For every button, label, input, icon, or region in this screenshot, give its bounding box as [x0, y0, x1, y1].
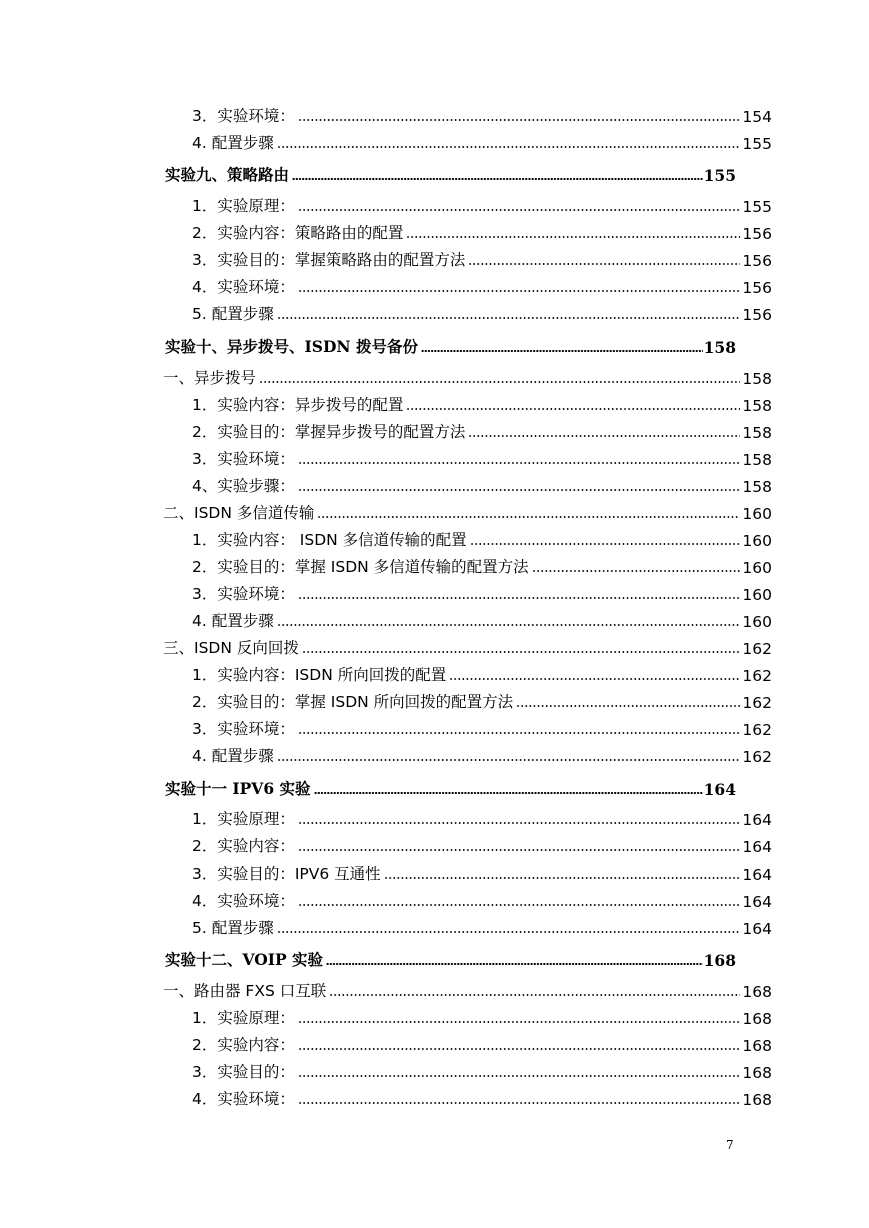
toc-entry-page: 168 — [742, 1064, 772, 1082]
dot-leader — [298, 1048, 741, 1050]
toc-entry-title: 4．实验环境： — [192, 1090, 295, 1108]
toc-entry-title: 2．实验内容： — [192, 837, 295, 855]
toc-entry-title: 2．实验目的：掌握 ISDN 多信道传输的配置方法 — [192, 558, 529, 576]
toc-entry — [192, 746, 772, 766]
toc-entry — [192, 395, 772, 415]
toc-entry-page: 156 — [742, 252, 772, 270]
toc-entry-title: 4．实验环境： — [192, 278, 295, 296]
toc-entry — [192, 449, 772, 469]
toc-entry-title: 二、ISDN 多信道传输 — [163, 504, 315, 522]
toc-entry-title: 1．实验内容：ISDN 所向回拨的配置 — [192, 666, 447, 684]
dot-leader — [292, 178, 703, 180]
toc-entry — [192, 1089, 772, 1109]
toc-entry — [163, 503, 772, 523]
toc-entry — [192, 918, 772, 938]
dot-leader — [468, 435, 740, 437]
toc-entry-page: 164 — [742, 811, 772, 829]
toc-entry-page: 158 — [742, 451, 772, 469]
dot-leader — [298, 489, 741, 491]
toc-entry-title: 1．实验原理： — [192, 1009, 295, 1027]
toc-entry-title: 2．实验内容：策略路由的配置 — [192, 224, 404, 242]
dot-leader — [317, 516, 740, 518]
toc-entry-page: 156 — [742, 225, 772, 243]
toc-entry-page: 158 — [742, 424, 772, 442]
toc-entry — [192, 584, 772, 604]
dot-leader — [421, 350, 703, 352]
toc-entry — [192, 530, 772, 550]
dot-leader — [298, 849, 741, 851]
dot-leader — [468, 263, 740, 265]
toc-entry-page: 168 — [742, 1010, 772, 1028]
dot-leader — [298, 732, 741, 734]
toc-entry — [192, 476, 772, 496]
toc-entry-title: 2．实验目的：掌握异步拨号的配置方法 — [192, 423, 466, 441]
toc-entry-title: 4. 配置步骤 — [192, 747, 274, 765]
dot-leader — [277, 146, 741, 148]
dot-leader — [298, 904, 741, 906]
dot-leader — [298, 1075, 741, 1077]
toc-entry-page: 154 — [742, 108, 772, 126]
toc-entry — [192, 809, 772, 829]
toc-entry — [192, 422, 772, 442]
toc-entry — [192, 864, 772, 884]
toc-entry-title: 3．实验环境： — [192, 720, 295, 738]
toc-heading — [165, 779, 736, 799]
toc-entry-page: 158 — [742, 478, 772, 496]
dot-leader — [470, 543, 741, 545]
toc-entry-page: 164 — [703, 780, 736, 799]
toc-entry-page: 158 — [703, 338, 736, 357]
toc-entry-title: 3．实验目的：IPV6 互通性 — [192, 865, 381, 883]
toc-heading — [165, 165, 736, 185]
dot-leader — [314, 792, 703, 794]
toc-entry-page: 162 — [742, 640, 772, 658]
toc-entry-title: 1．实验原理： — [192, 810, 295, 828]
toc-entry-title: 2．实验目的：掌握 ISDN 所向回拨的配置方法 — [192, 693, 514, 711]
dot-leader — [298, 1021, 741, 1023]
toc-entry — [192, 665, 772, 685]
toc-entry-title: 1．实验内容： ISDN 多信道传输的配置 — [192, 531, 467, 549]
dot-leader — [277, 931, 741, 933]
toc-entry — [192, 223, 772, 243]
toc-entry — [192, 1035, 772, 1055]
dot-leader — [326, 963, 703, 965]
dot-leader — [298, 209, 741, 211]
toc-entry-page: 160 — [742, 505, 772, 523]
toc-entry-page: 168 — [742, 1037, 772, 1055]
toc-entry-page: 155 — [703, 166, 736, 185]
dot-leader — [406, 236, 740, 238]
toc-entry — [192, 277, 772, 297]
toc-entry-page: 164 — [742, 866, 772, 884]
toc-entry-title: 2．实验内容： — [192, 1036, 295, 1054]
toc-entry — [192, 836, 772, 856]
toc-entry-page: 162 — [742, 721, 772, 739]
dot-leader — [277, 317, 741, 319]
toc-entry-page: 156 — [742, 279, 772, 297]
toc-entry-page: 160 — [742, 559, 772, 577]
toc-entry-page: 155 — [742, 198, 772, 216]
toc-entry — [192, 106, 772, 126]
toc-entry-title: 三、ISDN 反向回拨 — [163, 639, 299, 657]
toc-entry — [192, 1062, 772, 1082]
dot-leader — [298, 1102, 741, 1104]
toc-entry-page: 164 — [742, 920, 772, 938]
dot-leader — [532, 570, 741, 572]
dot-leader — [302, 651, 741, 653]
dot-leader — [384, 877, 741, 879]
toc-entry-title: 4. 配置步骤 — [192, 612, 274, 630]
toc-entry — [192, 692, 772, 712]
toc-entry — [163, 368, 772, 388]
toc-entry-page: 160 — [742, 586, 772, 604]
toc-entry — [192, 250, 772, 270]
dot-leader — [329, 994, 740, 996]
toc-entry-page: 158 — [742, 397, 772, 415]
dot-leader — [449, 678, 740, 680]
toc-entry-title: 实验十二、VOIP 实验 — [165, 950, 324, 969]
toc-entry-title: 3．实验目的： — [192, 1063, 295, 1081]
toc-entry — [192, 719, 772, 739]
toc-entry-title: 一、异步拨号 — [163, 369, 257, 387]
toc-heading — [165, 950, 736, 970]
toc-entry — [192, 1008, 772, 1028]
toc-heading — [165, 337, 736, 357]
toc-entry-title: 4. 配置步骤 — [192, 134, 274, 152]
dot-leader — [516, 705, 740, 707]
dot-leader — [406, 408, 740, 410]
toc-entry-page: 164 — [742, 893, 772, 911]
toc-entry-page: 168 — [703, 951, 736, 970]
toc-entry-title: 1．实验内容：异步拨号的配置 — [192, 396, 404, 414]
toc-entry-page: 155 — [742, 135, 772, 153]
toc-entry-title: 3．实验目的：掌握策略路由的配置方法 — [192, 251, 466, 269]
page-number: 7 — [726, 1138, 734, 1152]
toc-entry — [192, 304, 772, 324]
toc-entry-title: 实验十、异步拨号、ISDN 拨号备份 — [165, 337, 418, 356]
toc-entry-title: 一、路由器 FXS 口互联 — [163, 982, 327, 1000]
toc-entry-page: 168 — [742, 1091, 772, 1109]
toc-entry-page: 160 — [742, 532, 772, 550]
toc-entry — [163, 638, 772, 658]
toc-entry-title: 3．实验环境： — [192, 585, 295, 603]
toc-entry — [163, 981, 772, 1001]
toc-entry-title: 1．实验原理： — [192, 197, 295, 215]
toc-entry-title: 实验九、策略路由 — [165, 165, 290, 184]
toc-entry-page: 162 — [742, 694, 772, 712]
dot-leader — [298, 119, 741, 121]
toc-entry-title: 4、实验步骤： — [192, 477, 295, 495]
toc-entry-title: 3．实验环境： — [192, 107, 295, 125]
dot-leader — [277, 759, 741, 761]
dot-leader — [298, 597, 741, 599]
toc-entry-title: 5. 配置步骤 — [192, 919, 274, 937]
toc-entry-page: 160 — [742, 613, 772, 631]
dot-leader — [298, 822, 741, 824]
dot-leader — [259, 381, 740, 383]
toc-entry-page: 158 — [742, 370, 772, 388]
toc-entry — [192, 133, 772, 153]
toc-entry — [192, 557, 772, 577]
toc-entry-page: 156 — [742, 306, 772, 324]
toc-entry-title: 3．实验环境： — [192, 450, 295, 468]
toc-entry-page: 162 — [742, 748, 772, 766]
toc-entry-page: 162 — [742, 667, 772, 685]
toc-entry-title: 5. 配置步骤 — [192, 305, 274, 323]
toc-entry-title: 4．实验环境： — [192, 892, 295, 910]
toc-entry — [192, 611, 772, 631]
dot-leader — [298, 462, 741, 464]
toc-entry-page: 164 — [742, 838, 772, 856]
toc-entry-page: 168 — [742, 983, 772, 1001]
toc-entry — [192, 196, 772, 216]
toc-entry-title: 实验十一 IPV6 实验 — [165, 779, 311, 798]
dot-leader — [298, 290, 741, 292]
toc-entry — [192, 891, 772, 911]
dot-leader — [277, 624, 741, 626]
